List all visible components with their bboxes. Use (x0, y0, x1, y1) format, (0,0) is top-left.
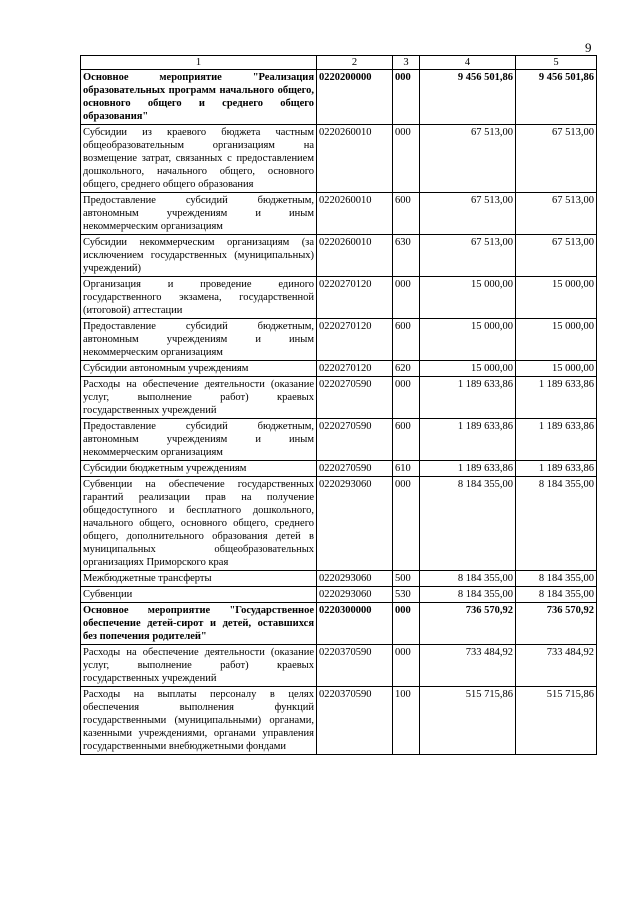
row-target-code: 0220370590 (317, 687, 393, 755)
row-target-code: 0220260010 (317, 193, 393, 235)
row-description: Предоставление субсидий бюджетным, автономным учреждениям и иным некоммерческим организациям (81, 419, 317, 461)
row-expense-type: 530 (393, 587, 420, 603)
row-amount-2024: 15 000,00 (420, 277, 516, 319)
row-expense-type: 500 (393, 571, 420, 587)
row-description: Субсидии автономным учреждениям (81, 361, 317, 377)
table-row (81, 277, 597, 319)
row-target-code: 0220293060 (317, 571, 393, 587)
page-number: 9 (585, 40, 592, 55)
table-row (81, 461, 597, 477)
row-target-code: 0220260010 (317, 125, 393, 193)
row-description: Предоставление субсидий бюджетным, автономным учреждениям и иным некоммерческим организациям (81, 193, 317, 235)
row-amount-2024: 9 456 501,86 (420, 70, 516, 125)
table-row (81, 603, 597, 645)
row-target-code: 0220270590 (317, 419, 393, 461)
row-amount-2025: 8 184 355,00 (516, 477, 597, 571)
row-amount-2024: 15 000,00 (420, 361, 516, 377)
header-cell-1: 1 (81, 56, 317, 70)
row-amount-2024: 15 000,00 (420, 319, 516, 361)
row-target-code: 0220293060 (317, 477, 393, 571)
row-amount-2025: 1 189 633,86 (516, 461, 597, 477)
row-amount-2025: 515 715,86 (516, 687, 597, 755)
row-amount-2025: 15 000,00 (516, 319, 597, 361)
row-amount-2024: 67 513,00 (420, 193, 516, 235)
table-row (81, 419, 597, 461)
row-target-code: 0220270590 (317, 377, 393, 419)
row-amount-2024: 67 513,00 (420, 235, 516, 277)
header-cell-5: 5 (516, 56, 597, 70)
row-target-code: 0220260010 (317, 235, 393, 277)
row-target-code: 0220200000 (317, 70, 393, 125)
row-description: Основное мероприятие "Реализация образовательных программ начального общего, основного общего и среднего общего образования" (81, 70, 317, 125)
row-description: Субсидии из краевого бюджета частным общеобразовательным организациям на возмещение затрат, связанных с предоставлением дошкольного, начального общего, основного общего, среднего общего образования (81, 125, 317, 193)
row-expense-type: 100 (393, 687, 420, 755)
row-expense-type: 000 (393, 603, 420, 645)
row-amount-2025: 8 184 355,00 (516, 587, 597, 603)
row-description: Организация и проведение единого государственного экзамена, государственной (итоговой) аттестации (81, 277, 317, 319)
row-expense-type: 000 (393, 377, 420, 419)
table-row (81, 377, 597, 419)
row-amount-2024: 736 570,92 (420, 603, 516, 645)
row-expense-type: 000 (393, 477, 420, 571)
row-target-code: 0220270120 (317, 319, 393, 361)
row-expense-type: 000 (393, 125, 420, 193)
row-amount-2025: 8 184 355,00 (516, 571, 597, 587)
table-row (81, 70, 597, 125)
row-amount-2024: 1 189 633,86 (420, 461, 516, 477)
table-row (81, 319, 597, 361)
row-amount-2025: 1 189 633,86 (516, 377, 597, 419)
row-expense-type: 600 (393, 193, 420, 235)
table-row (81, 235, 597, 277)
row-amount-2025: 9 456 501,86 (516, 70, 597, 125)
row-amount-2025: 67 513,00 (516, 235, 597, 277)
table-body (81, 70, 597, 755)
table-row (81, 125, 597, 193)
table-row (81, 571, 597, 587)
row-amount-2024: 515 715,86 (420, 687, 516, 755)
row-amount-2025: 736 570,92 (516, 603, 597, 645)
row-description: Субсидии некоммерческим организациям (за исключением государственных (муниципальных) учреждений) (81, 235, 317, 277)
row-description: Субвенции (81, 587, 317, 603)
row-amount-2024: 733 484,92 (420, 645, 516, 687)
row-target-code: 0220270120 (317, 277, 393, 319)
row-target-code: 0220300000 (317, 603, 393, 645)
row-amount-2025: 67 513,00 (516, 125, 597, 193)
table-row (81, 477, 597, 571)
row-amount-2024: 8 184 355,00 (420, 587, 516, 603)
row-expense-type: 620 (393, 361, 420, 377)
row-target-code: 0220293060 (317, 587, 393, 603)
row-amount-2025: 67 513,00 (516, 193, 597, 235)
row-amount-2024: 1 189 633,86 (420, 377, 516, 419)
row-expense-type: 600 (393, 319, 420, 361)
row-amount-2024: 8 184 355,00 (420, 571, 516, 587)
row-amount-2024: 67 513,00 (420, 125, 516, 193)
row-amount-2025: 733 484,92 (516, 645, 597, 687)
row-description: Субсидии бюджетным учреждениям (81, 461, 317, 477)
row-description: Основное мероприятие "Государственное обеспечение детей-сирот и детей, оставшихся без попечения родителей" (81, 603, 317, 645)
header-cell-4: 4 (420, 56, 516, 70)
budget-table (80, 55, 597, 755)
row-expense-type: 630 (393, 235, 420, 277)
row-amount-2025: 1 189 633,86 (516, 419, 597, 461)
header-row (81, 56, 597, 70)
header-cell-2: 2 (317, 56, 393, 70)
row-description: Межбюджетные трансферты (81, 571, 317, 587)
table-row (81, 687, 597, 755)
row-target-code: 0220370590 (317, 645, 393, 687)
header-cell-3: 3 (393, 56, 420, 70)
row-expense-type: 600 (393, 419, 420, 461)
row-description: Предоставление субсидий бюджетным, автономным учреждениям и иным некоммерческим организациям (81, 319, 317, 361)
row-expense-type: 000 (393, 70, 420, 125)
row-description: Расходы на выплаты персоналу в целях обеспечения выполнения функций государственными (муниципальными) органами, казенными учреждениями, органами управления государственными внебюджетными фондами (81, 687, 317, 755)
table-row (81, 645, 597, 687)
row-target-code: 0220270590 (317, 461, 393, 477)
row-description: Расходы на обеспечение деятельности (оказание услуг, выполнение работ) краевых государственных учреждений (81, 645, 317, 687)
row-description: Субвенции на обеспечение государственных гарантий реализации прав на получение общедоступного и бесплатного дошкольного, начального общего, основного общего, среднего общего, дополнительного образования детей в муниципальных общеобразовательных организациях Приморского края (81, 477, 317, 571)
row-expense-type: 000 (393, 645, 420, 687)
table-row (81, 587, 597, 603)
row-description: Расходы на обеспечение деятельности (оказание услуг, выполнение работ) краевых государственных учреждений (81, 377, 317, 419)
row-target-code: 0220270120 (317, 361, 393, 377)
row-expense-type: 610 (393, 461, 420, 477)
row-amount-2025: 15 000,00 (516, 277, 597, 319)
row-amount-2024: 1 189 633,86 (420, 419, 516, 461)
table-row (81, 361, 597, 377)
row-expense-type: 000 (393, 277, 420, 319)
row-amount-2024: 8 184 355,00 (420, 477, 516, 571)
table-row (81, 193, 597, 235)
row-amount-2025: 15 000,00 (516, 361, 597, 377)
